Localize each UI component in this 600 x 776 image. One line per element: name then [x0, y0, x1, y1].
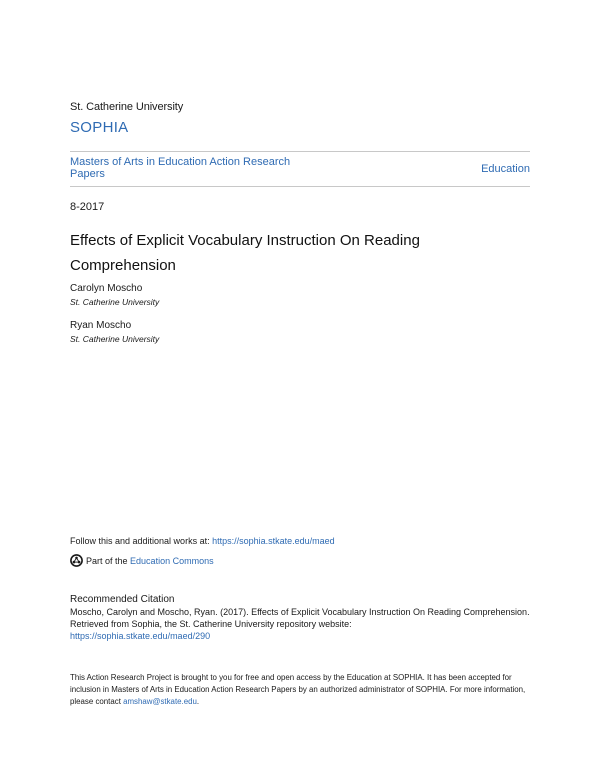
- author-name: Ryan Moscho: [70, 320, 132, 331]
- author-name: Carolyn Moscho: [70, 283, 143, 294]
- repository-link[interactable]: SOPHIA: [70, 119, 129, 136]
- citation-body: [70, 606, 540, 643]
- citation-heading: Recommended Citation: [70, 594, 175, 605]
- divider-bottom: [70, 186, 530, 187]
- author-affiliation: St. Catherine University: [70, 334, 160, 344]
- contact-email-link[interactable]: amshaw@stkate.edu: [123, 697, 197, 706]
- author-affiliation: St. Catherine University: [70, 297, 160, 307]
- follow-url-link[interactable]: https://sophia.stkate.edu/maed: [212, 536, 335, 546]
- creative-commons-icon: [70, 554, 83, 567]
- notice-end: .: [196, 697, 200, 706]
- publication-date: 8-2017: [70, 201, 105, 213]
- citation-url-link[interactable]: https://sophia.stkate.edu/maed/290: [70, 631, 211, 642]
- series-link[interactable]: Masters of Arts in Education Action Research Papers: [70, 156, 291, 180]
- notice-text: This Action Research Project is brought to you for free and open access by the Education at SOPHIA. It has been accepted for inclusion in Masters of Arts in Education Action Research Papers by an authorized administrator of SOPHIA. For more information, please contact: [70, 673, 526, 706]
- citation-text: Moscho, Carolyn and Moscho, Ryan. (2017). Effects of Explicit Vocabulary Instruction On Reading Comprehension. Retrieved from Sophia, the St. Catherine University repository website:: [70, 607, 530, 630]
- paper-title: Effects of Explicit Vocabulary Instruction On Reading Comprehension: [70, 232, 420, 274]
- follow-text: Follow this and additional works at:: [70, 536, 213, 546]
- divider-top: [70, 151, 530, 152]
- follow-line: [70, 536, 335, 546]
- collection-link[interactable]: Education: [481, 163, 530, 175]
- education-commons-link[interactable]: Education Commons: [130, 555, 214, 566]
- institution-name: St. Catherine University: [70, 101, 184, 113]
- part-of-text: Part of the: [86, 555, 128, 566]
- part-of-line: [70, 554, 214, 567]
- access-notice: [70, 672, 535, 708]
